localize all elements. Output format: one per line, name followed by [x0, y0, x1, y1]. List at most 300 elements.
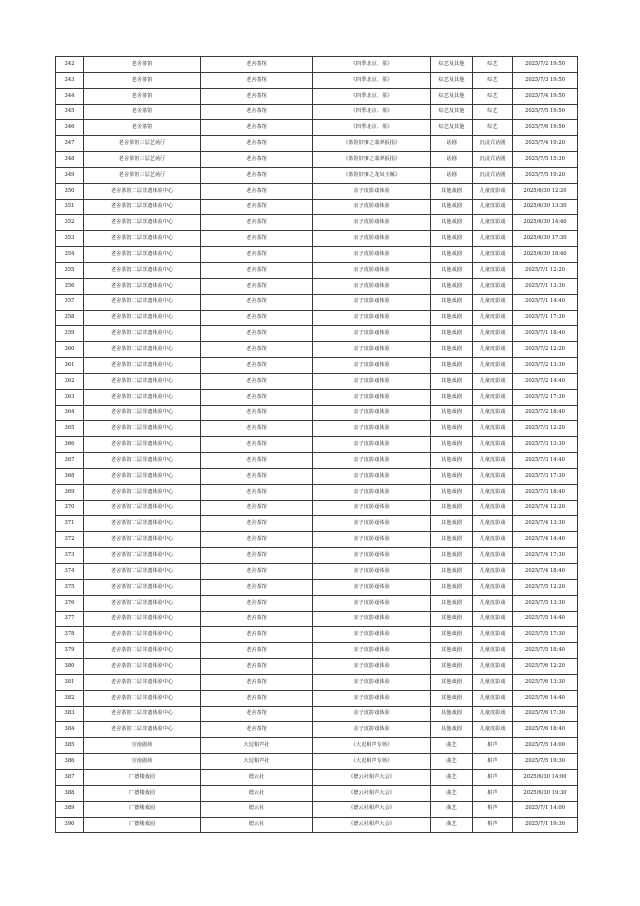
row-number-cell: 346 [56, 120, 84, 136]
table-row [56, 516, 578, 532]
category-cell: 其他戏剧 [431, 183, 473, 199]
program-title-cell: 《四季北京．茶》 [313, 104, 431, 120]
venue-cell: 广德楼戏园 [84, 801, 201, 817]
organizer-cell: 老舍茶馆 [201, 373, 313, 389]
datetime-cell: 2025/7/4 13:30 [513, 516, 578, 532]
venue-cell: 老舍茶馆 [84, 120, 201, 136]
organizer-cell: 老舍茶馆 [201, 278, 313, 294]
datetime-cell: 2025/7/3 14:40 [513, 453, 578, 469]
category-cell: 话剧 [431, 167, 473, 183]
table-row [56, 817, 578, 833]
row-number-cell: 373 [56, 548, 84, 564]
category-cell: 曲艺 [431, 785, 473, 801]
subcategory-cell: 儿童皮影戏 [473, 690, 513, 706]
organizer-cell: 老舍茶馆 [201, 579, 313, 595]
program-title-cell: 亲子皮影戏体验 [313, 437, 431, 453]
subcategory-cell: 儿童皮影戏 [473, 373, 513, 389]
category-cell: 其他戏剧 [431, 373, 473, 389]
venue-cell: 老舍茶馆二层非遗体验中心 [84, 326, 201, 342]
row-number-cell: 353 [56, 231, 84, 247]
organizer-cell: 老舍茶馆 [201, 548, 313, 564]
venue-cell: 老舍茶馆二层非遗体验中心 [84, 674, 201, 690]
datetime-cell: 2025/6/30 19:30 [513, 785, 578, 801]
table-row [56, 659, 578, 675]
datetime-cell: 2025/7/6 17:30 [513, 706, 578, 722]
table-row [56, 358, 578, 374]
program-title-cell: 亲子皮影戏体验 [313, 215, 431, 231]
subcategory-cell: 儿童皮影戏 [473, 389, 513, 405]
table-row [56, 247, 578, 263]
venue-cell: 老舍茶馆二层非遗体验中心 [84, 579, 201, 595]
venue-cell: 老舍茶馆二层非遗体验中心 [84, 722, 201, 738]
organizer-cell: 老舍茶馆 [201, 136, 313, 152]
datetime-cell: 2025/7/5 17:30 [513, 627, 578, 643]
venue-cell: 老舍茶馆二层非遗体验中心 [84, 247, 201, 263]
venue-cell: 老舍茶馆二层非遗体验中心 [84, 468, 201, 484]
venue-cell: 老舍茶馆二层非遗体验中心 [84, 310, 201, 326]
category-cell: 综艺及其他 [431, 72, 473, 88]
category-cell: 话剧 [431, 136, 473, 152]
subcategory-cell: 儿童皮影戏 [473, 421, 513, 437]
category-cell: 曲艺 [431, 754, 473, 770]
subcategory-cell: 儿童皮影戏 [473, 199, 513, 215]
subcategory-cell: 儿童皮影戏 [473, 231, 513, 247]
program-title-cell: 亲子皮影戏体验 [313, 627, 431, 643]
table-row [56, 500, 578, 516]
subcategory-cell: 儿童皮影戏 [473, 674, 513, 690]
organizer-cell: 老舍茶馆 [201, 532, 313, 548]
row-number-cell: 363 [56, 389, 84, 405]
program-title-cell: 《德云社相声大会》 [313, 769, 431, 785]
venue-cell: 广德楼戏园 [84, 769, 201, 785]
program-title-cell: 《德云社相声大会》 [313, 785, 431, 801]
datetime-cell: 2025/7/3 17:30 [513, 468, 578, 484]
venue-cell: 老舍茶馆二层非遗体验中心 [84, 358, 201, 374]
organizer-cell: 老舍茶馆 [201, 294, 313, 310]
organizer-cell: 老舍茶馆 [201, 88, 313, 104]
program-title-cell: 亲子皮影戏体验 [313, 310, 431, 326]
program-title-cell: 《德云社相声大会》 [313, 817, 431, 833]
datetime-cell: 2025/7/2 19:50 [513, 57, 578, 73]
venue-cell: 宣南剧场 [84, 754, 201, 770]
subcategory-cell: 儿童皮影戏 [473, 516, 513, 532]
row-number-cell: 388 [56, 785, 84, 801]
row-number-cell: 347 [56, 136, 84, 152]
venue-cell: 老舍茶馆二层非遗体验中心 [84, 421, 201, 437]
subcategory-cell: 儿童皮影戏 [473, 358, 513, 374]
datetime-cell: 2025/7/5 19:30 [513, 754, 578, 770]
venue-cell: 老舍茶馆二层非遗体验中心 [84, 278, 201, 294]
subcategory-cell: 相声 [473, 754, 513, 770]
table-row [56, 674, 578, 690]
program-title-cell: 亲子皮影戏体验 [313, 278, 431, 294]
datetime-cell: 2025/7/3 13:30 [513, 437, 578, 453]
row-number-cell: 387 [56, 769, 84, 785]
organizer-cell: 老舍茶馆 [201, 199, 313, 215]
table-row [56, 801, 578, 817]
subcategory-cell: 儿童皮影戏 [473, 579, 513, 595]
datetime-cell: 2025/7/6 14:40 [513, 690, 578, 706]
subcategory-cell: 儿童皮影戏 [473, 532, 513, 548]
category-cell: 其他戏剧 [431, 548, 473, 564]
category-cell: 其他戏剧 [431, 358, 473, 374]
subcategory-cell: 综艺 [473, 88, 513, 104]
datetime-cell: 2025/7/3 19:50 [513, 72, 578, 88]
datetime-cell: 2025/7/1 17:30 [513, 310, 578, 326]
subcategory-cell: 儿童皮影戏 [473, 247, 513, 263]
datetime-cell: 2025/7/4 18:40 [513, 564, 578, 580]
row-number-cell: 383 [56, 706, 84, 722]
table-row [56, 690, 578, 706]
organizer-cell: 老舍茶馆 [201, 389, 313, 405]
subcategory-cell: 儿童皮影戏 [473, 294, 513, 310]
category-cell: 其他戏剧 [431, 706, 473, 722]
row-number-cell: 350 [56, 183, 84, 199]
category-cell: 曲艺 [431, 769, 473, 785]
row-number-cell: 377 [56, 611, 84, 627]
program-title-cell: 亲子皮影戏体验 [313, 674, 431, 690]
row-number-cell: 375 [56, 579, 84, 595]
row-number-cell: 385 [56, 738, 84, 754]
subcategory-cell: 综艺 [473, 104, 513, 120]
subcategory-cell: 儿童皮影戏 [473, 500, 513, 516]
subcategory-cell: 相声 [473, 738, 513, 754]
table-row [56, 564, 578, 580]
subcategory-cell: 儿童皮影戏 [473, 183, 513, 199]
category-cell: 其他戏剧 [431, 643, 473, 659]
venue-cell: 宣南剧场 [84, 738, 201, 754]
table-row [56, 643, 578, 659]
table-row [56, 152, 578, 168]
venue-cell: 老舍茶馆二层非遗体验中心 [84, 262, 201, 278]
table-row [56, 405, 578, 421]
category-cell: 其他戏剧 [431, 310, 473, 326]
program-title-cell: 《四季北京．茶》 [313, 57, 431, 73]
organizer-cell: 老舍茶馆 [201, 706, 313, 722]
program-title-cell: 《茶馆旧事之翡翠扳指》 [313, 136, 431, 152]
table-row [56, 579, 578, 595]
program-title-cell: 亲子皮影戏体验 [313, 532, 431, 548]
datetime-cell: 2025/7/4 19:20 [513, 136, 578, 152]
row-number-cell: 349 [56, 167, 84, 183]
row-number-cell: 344 [56, 88, 84, 104]
datetime-cell: 2025/7/2 17:30 [513, 389, 578, 405]
venue-cell: 老舍茶馆二层非遗体验中心 [84, 231, 201, 247]
organizer-cell: 老舍茶馆 [201, 104, 313, 120]
table-row [56, 231, 578, 247]
row-number-cell: 374 [56, 564, 84, 580]
row-number-cell: 351 [56, 199, 84, 215]
table-row [56, 183, 578, 199]
table-row [56, 136, 578, 152]
datetime-cell: 2025/7/5 19:20 [513, 167, 578, 183]
datetime-cell: 2025/6/30 12:20 [513, 183, 578, 199]
subcategory-cell: 儿童皮影戏 [473, 595, 513, 611]
venue-cell: 老舍茶馆二层非遗体验中心 [84, 215, 201, 231]
table-row [56, 421, 578, 437]
row-number-cell: 367 [56, 453, 84, 469]
subcategory-cell: 儿童皮影戏 [473, 262, 513, 278]
datetime-cell: 2025/6/30 18:40 [513, 247, 578, 263]
row-number-cell: 355 [56, 262, 84, 278]
program-title-cell: 亲子皮影戏体验 [313, 500, 431, 516]
datetime-cell: 2025/7/5 15:30 [513, 152, 578, 168]
category-cell: 曲艺 [431, 738, 473, 754]
organizer-cell: 老舍茶馆 [201, 500, 313, 516]
program-title-cell: 亲子皮影戏体验 [313, 453, 431, 469]
venue-cell: 老舍茶馆二层非遗体验中心 [84, 548, 201, 564]
subcategory-cell: 相声 [473, 785, 513, 801]
program-title-cell: 亲子皮影戏体验 [313, 326, 431, 342]
table-row [56, 72, 578, 88]
organizer-cell: 老舍茶馆 [201, 215, 313, 231]
venue-cell: 老舍茶馆二层非遗体验中心 [84, 389, 201, 405]
organizer-cell: 大逗相声社 [201, 754, 313, 770]
venue-cell: 老舍茶馆二层非遗体验中心 [84, 690, 201, 706]
organizer-cell: 老舍茶馆 [201, 72, 313, 88]
organizer-cell: 老舍茶馆 [201, 231, 313, 247]
program-title-cell: 亲子皮影戏体验 [313, 516, 431, 532]
venue-cell: 老舍茶馆二层非遗体验中心 [84, 564, 201, 580]
datetime-cell: 2025/7/1 14:00 [513, 801, 578, 817]
datetime-cell: 2025/7/6 12:20 [513, 659, 578, 675]
table-row [56, 199, 578, 215]
row-number-cell: 366 [56, 437, 84, 453]
organizer-cell: 老舍茶馆 [201, 183, 313, 199]
venue-cell: 老舍茶馆二层非遗体验中心 [84, 294, 201, 310]
subcategory-cell: 沉浸式话剧 [473, 136, 513, 152]
venue-cell: 广德楼戏园 [84, 817, 201, 833]
venue-cell: 老舍茶馆二层非遗体验中心 [84, 595, 201, 611]
venue-cell: 老舍茶馆三层艺苑厅 [84, 152, 201, 168]
category-cell: 其他戏剧 [431, 579, 473, 595]
subcategory-cell: 综艺 [473, 57, 513, 73]
category-cell: 其他戏剧 [431, 294, 473, 310]
program-title-cell: 《茶馆旧事之龙凤玉佩》 [313, 167, 431, 183]
schedule-table-body [56, 57, 578, 833]
program-title-cell: 亲子皮影戏体验 [313, 611, 431, 627]
table-row [56, 326, 578, 342]
table-row [56, 532, 578, 548]
datetime-cell: 2025/6/30 13:30 [513, 199, 578, 215]
category-cell: 其他戏剧 [431, 722, 473, 738]
subcategory-cell: 儿童皮影戏 [473, 453, 513, 469]
subcategory-cell: 儿童皮影戏 [473, 484, 513, 500]
datetime-cell: 2025/7/3 18:40 [513, 484, 578, 500]
program-title-cell: 亲子皮影戏体验 [313, 373, 431, 389]
venue-cell: 老舍茶馆二层非遗体验中心 [84, 453, 201, 469]
datetime-cell: 2025/7/5 13:30 [513, 595, 578, 611]
organizer-cell: 老舍茶馆 [201, 627, 313, 643]
subcategory-cell: 儿童皮影戏 [473, 611, 513, 627]
datetime-cell: 2025/7/6 13:30 [513, 674, 578, 690]
subcategory-cell: 相声 [473, 801, 513, 817]
category-cell: 综艺及其他 [431, 88, 473, 104]
subcategory-cell: 儿童皮影戏 [473, 278, 513, 294]
table-row [56, 88, 578, 104]
table-row [56, 453, 578, 469]
subcategory-cell: 综艺 [473, 72, 513, 88]
datetime-cell: 2025/6/30 14:00 [513, 769, 578, 785]
organizer-cell: 老舍茶馆 [201, 358, 313, 374]
organizer-cell: 老舍茶馆 [201, 453, 313, 469]
program-title-cell: 亲子皮影戏体验 [313, 643, 431, 659]
venue-cell: 广德楼戏园 [84, 785, 201, 801]
category-cell: 综艺及其他 [431, 57, 473, 73]
organizer-cell: 老舍茶馆 [201, 152, 313, 168]
category-cell: 其他戏剧 [431, 421, 473, 437]
organizer-cell: 老舍茶馆 [201, 595, 313, 611]
table-row [56, 437, 578, 453]
row-number-cell: 382 [56, 690, 84, 706]
table-row [56, 342, 578, 358]
category-cell: 其他戏剧 [431, 215, 473, 231]
datetime-cell: 2025/7/6 19:50 [513, 120, 578, 136]
datetime-cell: 2025/7/5 14:40 [513, 611, 578, 627]
row-number-cell: 345 [56, 104, 84, 120]
organizer-cell: 老舍茶馆 [201, 167, 313, 183]
subcategory-cell: 沉浸式话剧 [473, 167, 513, 183]
row-number-cell: 348 [56, 152, 84, 168]
row-number-cell: 378 [56, 627, 84, 643]
category-cell: 其他戏剧 [431, 389, 473, 405]
organizer-cell: 老舍茶馆 [201, 468, 313, 484]
row-number-cell: 356 [56, 278, 84, 294]
row-number-cell: 381 [56, 674, 84, 690]
datetime-cell: 2025/7/3 12:20 [513, 421, 578, 437]
venue-cell: 老舍茶馆二层非遗体验中心 [84, 484, 201, 500]
program-title-cell: 亲子皮影戏体验 [313, 183, 431, 199]
row-number-cell: 390 [56, 817, 84, 833]
table-row [56, 262, 578, 278]
venue-cell: 老舍茶馆二层非遗体验中心 [84, 342, 201, 358]
datetime-cell: 2025/7/1 12:20 [513, 262, 578, 278]
category-cell: 其他戏剧 [431, 405, 473, 421]
program-title-cell: 亲子皮影戏体验 [313, 484, 431, 500]
table-row [56, 611, 578, 627]
venue-cell: 老舍茶馆 [84, 104, 201, 120]
category-cell: 综艺及其他 [431, 104, 473, 120]
subcategory-cell: 相声 [473, 817, 513, 833]
program-title-cell: 亲子皮影戏体验 [313, 231, 431, 247]
table-row [56, 484, 578, 500]
venue-cell: 老舍茶馆二层非遗体验中心 [84, 627, 201, 643]
organizer-cell: 老舍茶馆 [201, 659, 313, 675]
datetime-cell: 2025/7/2 13:30 [513, 358, 578, 374]
table-row [56, 468, 578, 484]
subcategory-cell: 相声 [473, 769, 513, 785]
datetime-cell: 2025/7/5 19:50 [513, 104, 578, 120]
category-cell: 曲艺 [431, 801, 473, 817]
datetime-cell: 2025/7/1 14:40 [513, 294, 578, 310]
datetime-cell: 2025/7/2 12:20 [513, 342, 578, 358]
program-title-cell: 亲子皮影戏体验 [313, 468, 431, 484]
program-title-cell: 亲子皮影戏体验 [313, 358, 431, 374]
datetime-cell: 2025/7/2 18:40 [513, 405, 578, 421]
organizer-cell: 老舍茶馆 [201, 611, 313, 627]
datetime-cell: 2025/7/4 12:20 [513, 500, 578, 516]
row-number-cell: 364 [56, 405, 84, 421]
table-row [56, 769, 578, 785]
datetime-cell: 2025/7/4 19:50 [513, 88, 578, 104]
table-row [56, 104, 578, 120]
subcategory-cell: 儿童皮影戏 [473, 722, 513, 738]
organizer-cell: 老舍茶馆 [201, 690, 313, 706]
organizer-cell: 老舍茶馆 [201, 120, 313, 136]
row-number-cell: 360 [56, 342, 84, 358]
category-cell: 其他戏剧 [431, 199, 473, 215]
table-row [56, 310, 578, 326]
category-cell: 其他戏剧 [431, 468, 473, 484]
row-number-cell: 352 [56, 215, 84, 231]
row-number-cell: 380 [56, 659, 84, 675]
datetime-cell: 2025/7/5 14:00 [513, 738, 578, 754]
table-row [56, 706, 578, 722]
row-number-cell: 361 [56, 358, 84, 374]
category-cell: 其他戏剧 [431, 659, 473, 675]
row-number-cell: 357 [56, 294, 84, 310]
category-cell: 其他戏剧 [431, 532, 473, 548]
subcategory-cell: 儿童皮影戏 [473, 437, 513, 453]
program-title-cell: 《大逗相声专场》 [313, 754, 431, 770]
category-cell: 其他戏剧 [431, 484, 473, 500]
program-title-cell: 《大逗相声专场》 [313, 738, 431, 754]
venue-cell: 老舍茶馆 [84, 72, 201, 88]
venue-cell: 老舍茶馆二层非遗体验中心 [84, 199, 201, 215]
datetime-cell: 2025/7/4 17:30 [513, 548, 578, 564]
category-cell: 其他戏剧 [431, 690, 473, 706]
organizer-cell: 老舍茶馆 [201, 421, 313, 437]
row-number-cell: 376 [56, 595, 84, 611]
organizer-cell: 老舍茶馆 [201, 437, 313, 453]
category-cell: 其他戏剧 [431, 278, 473, 294]
datetime-cell: 2025/7/5 12:20 [513, 579, 578, 595]
row-number-cell: 368 [56, 468, 84, 484]
table-row [56, 722, 578, 738]
venue-cell: 老舍茶馆二层非遗体验中心 [84, 373, 201, 389]
table-row [56, 167, 578, 183]
row-number-cell: 370 [56, 500, 84, 516]
category-cell: 其他戏剧 [431, 326, 473, 342]
row-number-cell: 354 [56, 247, 84, 263]
category-cell: 其他戏剧 [431, 342, 473, 358]
program-title-cell: 《四季北京．茶》 [313, 72, 431, 88]
category-cell: 其他戏剧 [431, 627, 473, 643]
venue-cell: 老舍茶馆三层艺苑厅 [84, 136, 201, 152]
datetime-cell: 2025/6/30 17:30 [513, 231, 578, 247]
organizer-cell: 老舍茶馆 [201, 405, 313, 421]
subcategory-cell: 儿童皮影戏 [473, 326, 513, 342]
organizer-cell: 老舍茶馆 [201, 342, 313, 358]
program-title-cell: 亲子皮影戏体验 [313, 706, 431, 722]
row-number-cell: 379 [56, 643, 84, 659]
category-cell: 其他戏剧 [431, 500, 473, 516]
program-title-cell: 亲子皮影戏体验 [313, 690, 431, 706]
table-row [56, 548, 578, 564]
venue-cell: 老舍茶馆二层非遗体验中心 [84, 500, 201, 516]
subcategory-cell: 儿童皮影戏 [473, 627, 513, 643]
program-title-cell: 亲子皮影戏体验 [313, 405, 431, 421]
category-cell: 其他戏剧 [431, 247, 473, 263]
subcategory-cell: 儿童皮影戏 [473, 405, 513, 421]
venue-cell: 老舍茶馆二层非遗体验中心 [84, 611, 201, 627]
program-title-cell: 亲子皮影戏体验 [313, 722, 431, 738]
datetime-cell: 2025/7/4 14:40 [513, 532, 578, 548]
category-cell: 其他戏剧 [431, 437, 473, 453]
datetime-cell: 2025/7/5 18:40 [513, 643, 578, 659]
organizer-cell: 德云社 [201, 769, 313, 785]
organizer-cell: 老舍茶馆 [201, 247, 313, 263]
